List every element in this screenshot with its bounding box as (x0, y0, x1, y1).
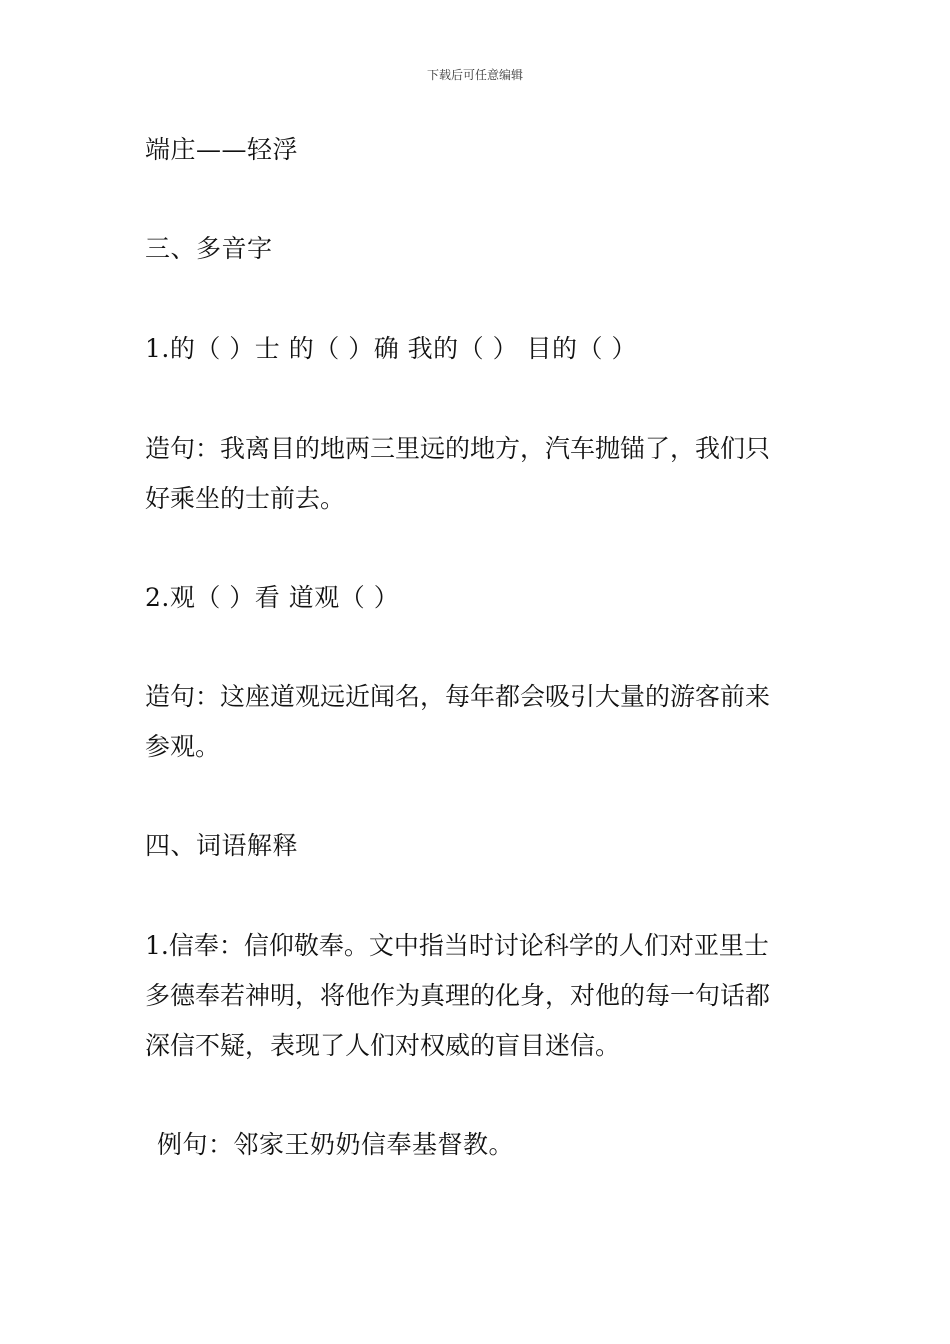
text-line: 多德奉若神明，将他作为真理的化身，对他的每一句话都 (145, 981, 771, 1010)
example-sentence-1 (145, 424, 810, 524)
example-usage-1: 例句：邻家王奶奶信奉基督教。 (157, 1130, 515, 1159)
antonym-pair: 端庄——轻浮 (145, 135, 299, 164)
page-header-note: 下载后可任意编辑 (426, 68, 523, 82)
definition-1 (145, 921, 810, 1071)
section-heading-polyphonic: 三、多音字 (145, 234, 273, 263)
text-line: 造句：这座道观远近闻名，每年都会吸引大量的游客前来 (145, 682, 771, 711)
polyphonic-item-1: 1.的（ ）士 的（ ）确 我的（ ） 目的（ ） (145, 334, 637, 363)
text-line: 深信不疑，表现了人们对权威的盲目迷信。 (145, 1031, 621, 1060)
text-line: 参观。 (145, 732, 221, 761)
text-line: 好乘坐的士前去。 (145, 484, 346, 513)
text-line: 造句：我离目的地两三里远的地方，汽车抛锚了，我们只 (145, 434, 771, 463)
polyphonic-item-2: 2.观（ ）看 道观（ ） (145, 583, 400, 612)
text-line: 1.信奉：信仰敬奉。文中指当时讨论科学的人们对亚里士 (145, 931, 769, 960)
example-sentence-2 (145, 672, 810, 772)
section-heading-word-explanation: 四、词语解释 (145, 831, 299, 860)
